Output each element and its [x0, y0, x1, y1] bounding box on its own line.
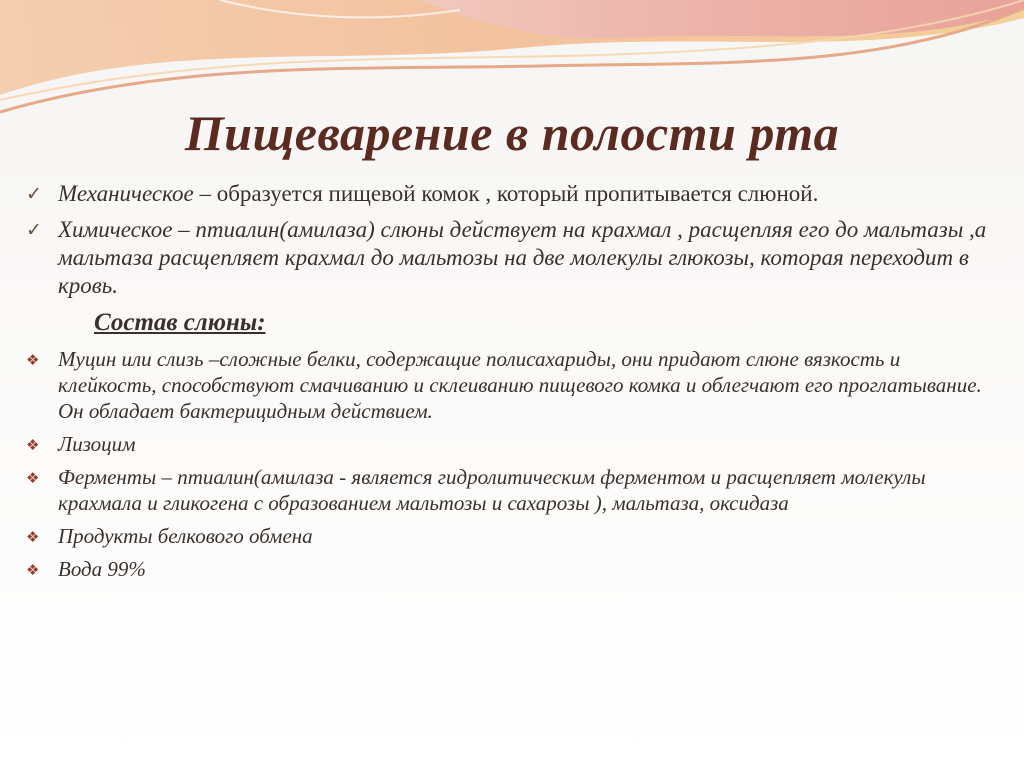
item-text: Химическое – птиалин(амилаза) слюны действует на крахмал , расщепляя его до мальтазы ,а мальтаза расщепляет крахмал до мальтозы на две молекулы глюкозы, которая переходит в кровь.	[58, 217, 987, 298]
item-text: Муцин или слизь –сложные белки, содержащие полисахариды, они придают слюне вязкость и клейкость, способствуют смачиванию и склеиванию пищевого комка и облегчают его проглатывание. Он обладает бактерицидным действием.	[58, 347, 982, 423]
item-text: – образуется пищевой комок , который пропитывается слюной.	[193, 181, 819, 206]
item-lead: Механическое	[58, 181, 194, 206]
slide-content	[24, 180, 1004, 589]
item-text: Ферменты – птиалин(амилаза - является гидролитическим ферментом и расщепляет молекулы крахмала и гликогена с образованием мальтозы и сахарозы ), мальтаза, оксидаза	[58, 465, 926, 515]
diamond-bullet-icon: ❖	[26, 561, 40, 579]
slide-title: Пищеварение в полости рта	[184, 105, 840, 161]
list-item-protein-products	[24, 523, 1004, 549]
item-text: Вода 99%	[58, 557, 146, 581]
item-text: Продукты белкового обмена	[58, 524, 313, 548]
list-item-chemical	[24, 216, 1004, 300]
list-item-water	[24, 556, 1004, 582]
checkmark-icon: ✓	[26, 219, 42, 241]
checkmark-icon: ✓	[26, 183, 42, 205]
list-item-mucin	[24, 346, 1004, 424]
diamond-bullet-icon: ❖	[26, 351, 40, 369]
list-item-lysozyme	[24, 431, 1004, 457]
diamond-bullet-icon: ❖	[26, 528, 40, 546]
list-item-enzymes	[24, 464, 1004, 516]
section-subtitle: Состав слюны:	[94, 309, 266, 336]
diamond-bullet-icon: ❖	[26, 436, 40, 454]
diamond-bullet-icon: ❖	[26, 469, 40, 487]
item-text: Лизоцим	[58, 432, 136, 456]
decorative-wave-banner	[0, 0, 1024, 120]
list-item-mechanical	[24, 180, 1004, 208]
